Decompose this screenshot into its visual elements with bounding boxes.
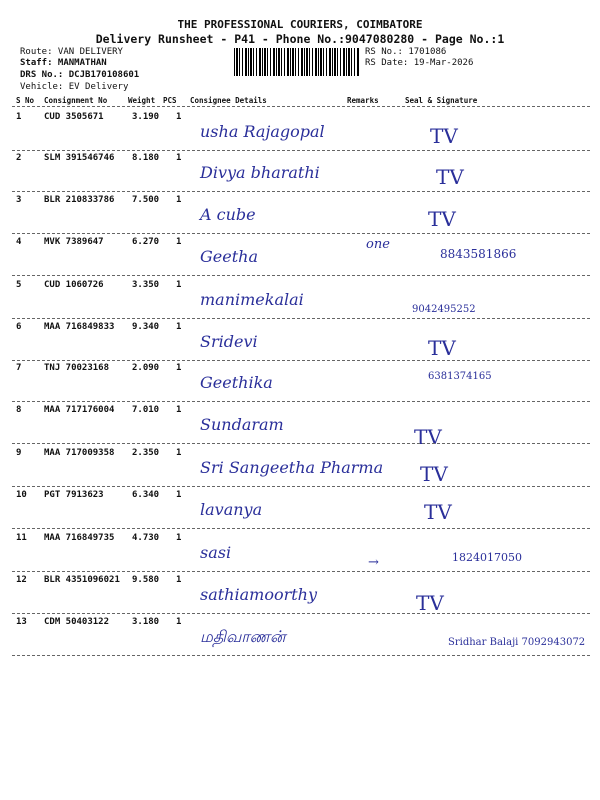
row-sno: 11	[16, 533, 27, 543]
row-consignment: MAA 717176004	[44, 405, 115, 415]
row-divider	[12, 318, 590, 319]
row-signature: 1824017050	[452, 551, 522, 564]
row-sno: 3	[16, 195, 22, 205]
row-signature: TV	[428, 336, 456, 360]
row-weight: 9.340	[132, 322, 160, 332]
row-sno: 6	[16, 322, 22, 332]
row-divider	[12, 191, 590, 192]
row-pcs: 1	[176, 575, 182, 585]
row-sno: 2	[16, 153, 22, 163]
row-consignment: BLR 210833786	[44, 195, 115, 205]
row-signature: Sridhar Balaji 7092943072	[448, 637, 586, 648]
row-weight: 2.090	[132, 363, 160, 373]
row-signature: TV	[414, 425, 442, 449]
row-pcs: 1	[176, 195, 182, 205]
row-divider	[12, 360, 590, 361]
row-sno: 8	[16, 405, 22, 415]
row-consignee: manimekalai	[200, 290, 304, 309]
row-weight: 3.350	[132, 280, 160, 290]
row-consignee: மதிவாணன்	[200, 627, 286, 646]
row-pcs: 1	[176, 112, 182, 122]
row-weight: 8.180	[132, 153, 160, 163]
row-signature: 9042495252	[412, 304, 476, 315]
row-consignment: CDM 50403122	[44, 617, 110, 627]
col-remarks: Remarks	[347, 96, 379, 105]
row-consignee: Sridevi	[200, 332, 258, 351]
row-pcs: 1	[176, 237, 182, 247]
row-divider	[12, 443, 590, 444]
row-sno: 10	[16, 490, 27, 500]
row-signature: TV	[428, 207, 456, 231]
row-signature: 6381374165	[428, 371, 492, 382]
row-weight: 3.190	[132, 112, 160, 122]
row-signature: TV	[424, 500, 452, 524]
col-seal: Seal & Signature	[405, 96, 478, 105]
row-weight: 7.500	[132, 195, 160, 205]
row-sno: 12	[16, 575, 27, 585]
row-signature: 8843581866	[440, 247, 517, 261]
row-consignment: MAA 717009358	[44, 448, 115, 458]
row-weight: 7.010	[132, 405, 160, 415]
row-consignment: MAA 716849735	[44, 533, 115, 543]
row-consignee: lavanya	[200, 500, 263, 519]
row-sno: 1	[16, 112, 22, 122]
row-divider	[12, 655, 590, 656]
row-consignment: MVK 7389647	[44, 237, 104, 247]
row-consignee: Geethika	[200, 373, 273, 392]
row-divider	[12, 275, 590, 276]
row-divider	[12, 571, 590, 572]
row-consignment: CUD 1060726	[44, 280, 104, 290]
row-consignment: MAA 716849833	[44, 322, 115, 332]
row-signature: TV	[430, 124, 458, 148]
row-weight: 4.730	[132, 533, 160, 543]
company-name: THE PROFESSIONAL COURIERS, COIMBATORE	[177, 18, 423, 31]
row-sno: 4	[16, 237, 22, 247]
row-divider	[12, 528, 590, 529]
row-weight: 3.180	[132, 617, 160, 627]
header-divider	[12, 106, 590, 107]
row-consignee: Divya bharathi	[200, 163, 320, 182]
drs-number: DRS No.: DCJB170108601	[20, 70, 140, 80]
row-weight: 6.340	[132, 490, 160, 500]
row-consignee: sasi	[200, 543, 232, 562]
barcode-icon	[234, 48, 360, 76]
row-sno: 5	[16, 280, 22, 290]
row-pcs: 1	[176, 322, 182, 332]
row-consignment: BLR 4351096021	[44, 575, 120, 585]
row-weight: 9.580	[132, 575, 160, 585]
runsheet-title: Delivery Runsheet - P41 - Phone No.:9047080280 - Page No.:1	[95, 32, 505, 46]
col-sno: S No	[16, 96, 35, 105]
row-divider	[12, 613, 590, 614]
row-sno: 7	[16, 363, 22, 373]
row-remarks: one	[366, 237, 390, 252]
row-remarks: →	[368, 555, 379, 570]
rs-date: RS Date: 19-Mar-2026	[365, 58, 474, 68]
row-sno: 13	[16, 617, 27, 627]
row-weight: 2.350	[132, 448, 160, 458]
row-signature: TV	[436, 165, 464, 189]
row-consignee: A cube	[200, 205, 256, 224]
route: Route: VAN DELIVERY	[20, 47, 123, 57]
row-signature: TV	[420, 462, 448, 486]
row-consignee: Geetha	[200, 247, 258, 266]
col-consignee: Consignee Details	[190, 96, 267, 105]
row-divider	[12, 486, 590, 487]
row-consignment: PGT 7913623	[44, 490, 104, 500]
row-pcs: 1	[176, 448, 182, 458]
row-divider	[12, 233, 590, 234]
row-consignment: TNJ 70023168	[44, 363, 110, 373]
vehicle: Vehicle: EV Delivery	[20, 82, 129, 92]
row-pcs: 1	[176, 617, 182, 627]
row-consignee: usha Rajagopal	[200, 122, 325, 141]
row-pcs: 1	[176, 280, 182, 290]
row-weight: 6.270	[132, 237, 160, 247]
row-consignee: Sri Sangeetha Pharma	[200, 458, 384, 477]
col-consignment: Consignment No	[44, 96, 108, 105]
row-consignee: sathiamoorthy	[200, 585, 317, 604]
col-weight: Weight	[128, 96, 156, 105]
row-consignee: Sundaram	[200, 415, 284, 434]
rs-number: RS No.: 1701086	[365, 47, 447, 57]
row-consignment: SLM 391546746	[44, 153, 115, 163]
row-pcs: 1	[176, 490, 182, 500]
col-pcs: PCS	[163, 96, 177, 105]
row-pcs: 1	[176, 405, 182, 415]
row-divider	[12, 401, 590, 402]
row-consignment: CUD 3505671	[44, 112, 104, 122]
row-pcs: 1	[176, 363, 182, 373]
row-signature: TV	[416, 591, 444, 615]
staff: Staff: MANMATHAN	[20, 58, 107, 68]
row-pcs: 1	[176, 153, 182, 163]
row-divider	[12, 150, 590, 151]
row-pcs: 1	[176, 533, 182, 543]
row-sno: 9	[16, 448, 22, 458]
